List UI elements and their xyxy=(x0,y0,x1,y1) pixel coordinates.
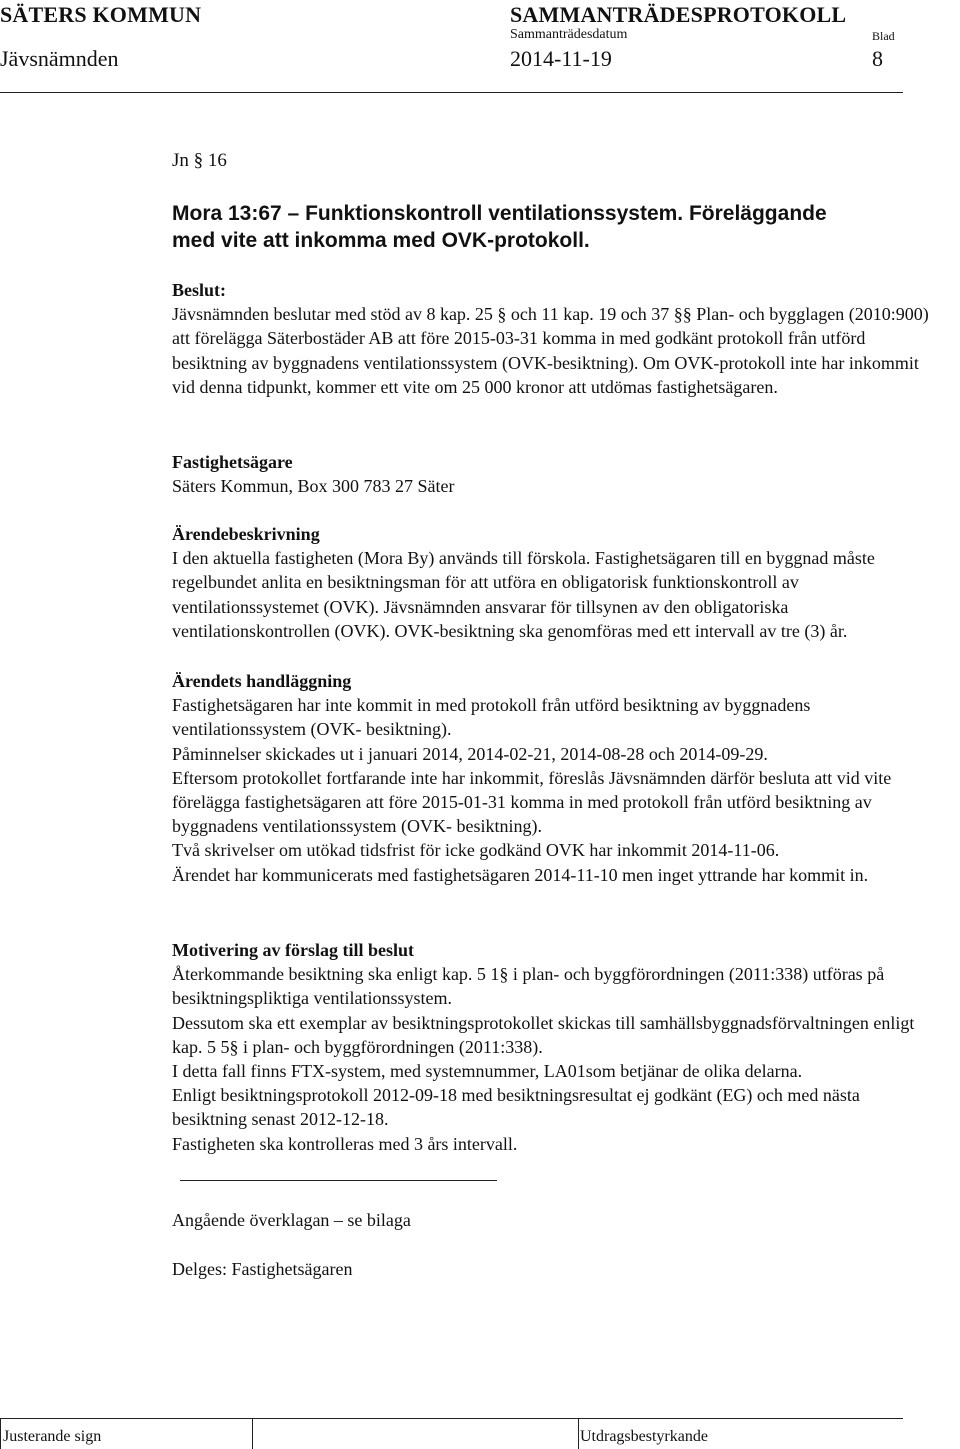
footer-box-divider-2 xyxy=(578,1418,579,1449)
owner-text: Säters Kommun, Box 300 783 27 Säter xyxy=(172,476,455,497)
beslut-heading: Beslut: xyxy=(172,280,226,300)
beslut-section xyxy=(172,278,932,399)
motivation-para-3: I detta fall finns FTX-system, med systemnummer, LA01som betjänar de olika delarna. xyxy=(172,1061,803,1082)
motivation-para-2: Dessutom ska ett exemplar av besiktningsprotokollet skickas till samhällsbyggnadsförvaltningen enligt kap. 5 5§ i plan- och byggförordningen (2011:338). xyxy=(172,1012,915,1057)
handling-para-1: Fastighetsägaren har inte kommit in med protokoll från utförd besiktning av byggnadens ventilationssystem (OVK- besiktning). xyxy=(172,695,811,740)
footer-extract-label: Utdragsbestyrkande xyxy=(580,1428,708,1445)
meeting-date: 2014-11-19 xyxy=(510,46,612,71)
owner-heading: Fastighetsägare xyxy=(172,452,293,472)
beslut-text: Jävsnämnden beslutar med stöd av 8 kap. 25 § och 11 kap. 19 och 37 §§ Plan- och bygglagen (2010:900) att förelägga Säterbostäder AB att före 2015-03-31 komma in med godkänt protokoll från utförd besiktning av byggnadens ventilationssystem (OVK-besiktning). Om OVK-protokoll inte har inkommit vid denna tidpunkt, kommer ett vite om 25 000 kronor att utdömas fastighetsägaren. xyxy=(172,304,929,397)
motivation-para-4: Enligt besiktningsprotokoll 2012-09-18 med besiktningsresultat ej godkänt (EG) och med nästa besiktning senast 2012-12-18. xyxy=(172,1085,860,1130)
description-heading: Ärendebeskrivning xyxy=(172,524,320,544)
footer-box-left xyxy=(0,1418,1,1449)
page-number: 8 xyxy=(872,46,883,71)
handling-para-3: Eftersom protokollet fortfarande inte har inkommit, föreslås Jävsnämnden därför besluta att vid vite förelägga fastighetsägaren att före 2015-01-31 komma in med protokoll från utförd besiktning av byggnadens ventilationssystem (OVK- besiktning). xyxy=(172,767,892,837)
handling-para-4: Två skrivelser om utökad tidsfrist för icke godkänd OVK har inkommit 2014-11-06. xyxy=(172,840,780,861)
delges-text: Delges: Fastighetsägaren xyxy=(172,1259,353,1279)
page-label: Blad xyxy=(872,29,895,43)
document-type: SAMMANTRÄDESPROTOKOLL xyxy=(510,2,847,27)
owner-section xyxy=(172,450,932,498)
title-line-1: Mora 13:67 – Funktionskontroll ventilationssystem. Föreläggande xyxy=(172,202,827,225)
committee-name: Jävsnämnden xyxy=(0,46,119,71)
item-num: 16 xyxy=(207,150,227,171)
motivation-heading: Motivering av förslag till beslut xyxy=(172,940,414,960)
appeal-note xyxy=(172,1208,932,1232)
header-rule xyxy=(0,92,903,93)
separator-rule xyxy=(180,1180,497,1181)
motivation-section xyxy=(172,938,932,1156)
item-number xyxy=(172,150,227,172)
case-title xyxy=(172,200,932,254)
org-name: SÄTERS KOMMUN xyxy=(0,2,202,27)
handling-para-5: Ärendet har kommunicerats med fastighetsägaren 2014-11-10 men inget yttrande har kommit in. xyxy=(172,864,869,885)
appeal-text: Angående överklagan – se bilaga xyxy=(172,1210,411,1230)
description-section xyxy=(172,522,932,643)
footer-sign-label: Justerande sign xyxy=(3,1428,102,1445)
description-text: I den aktuella fastigheten (Mora By) används till förskola. Fastighetsägaren till en byggnad måste regelbundet anlita en besiktningsman för att utföra en obligatorisk funktionskontroll av ventilationssystemet (OVK). Jävsnämnden ansvarar för tillsynen av den obligatoriska ventilationskontrollen (OVK). OVK-besiktning ska genomföras med ett intervall av tre (3) år. xyxy=(172,548,875,641)
section-sign: § xyxy=(193,150,204,171)
handling-heading: Ärendets handläggning xyxy=(172,671,352,691)
footer-rule xyxy=(0,1418,903,1419)
item-prefix: Jn xyxy=(172,150,189,171)
motivation-para-5: Fastigheten ska kontrolleras med 3 års intervall. xyxy=(172,1133,518,1154)
title-line-2: med vite att inkomma med OVK-protokoll. xyxy=(172,229,590,252)
motivation-para-1: Återkommande besiktning ska enligt kap. 5 1§ i plan- och byggförordningen (2011:338) utföras på besiktningspliktiga ventilationssystem. xyxy=(172,964,885,1009)
handling-para-2: Påminnelser skickades ut i januari 2014, 2014-02-21, 2014-08-28 och 2014-09-29. xyxy=(172,743,768,764)
delges-note xyxy=(172,1257,932,1281)
handling-section xyxy=(172,669,932,887)
footer-box-divider-1 xyxy=(252,1418,253,1449)
date-label: Sammanträdesdatum xyxy=(510,27,628,42)
